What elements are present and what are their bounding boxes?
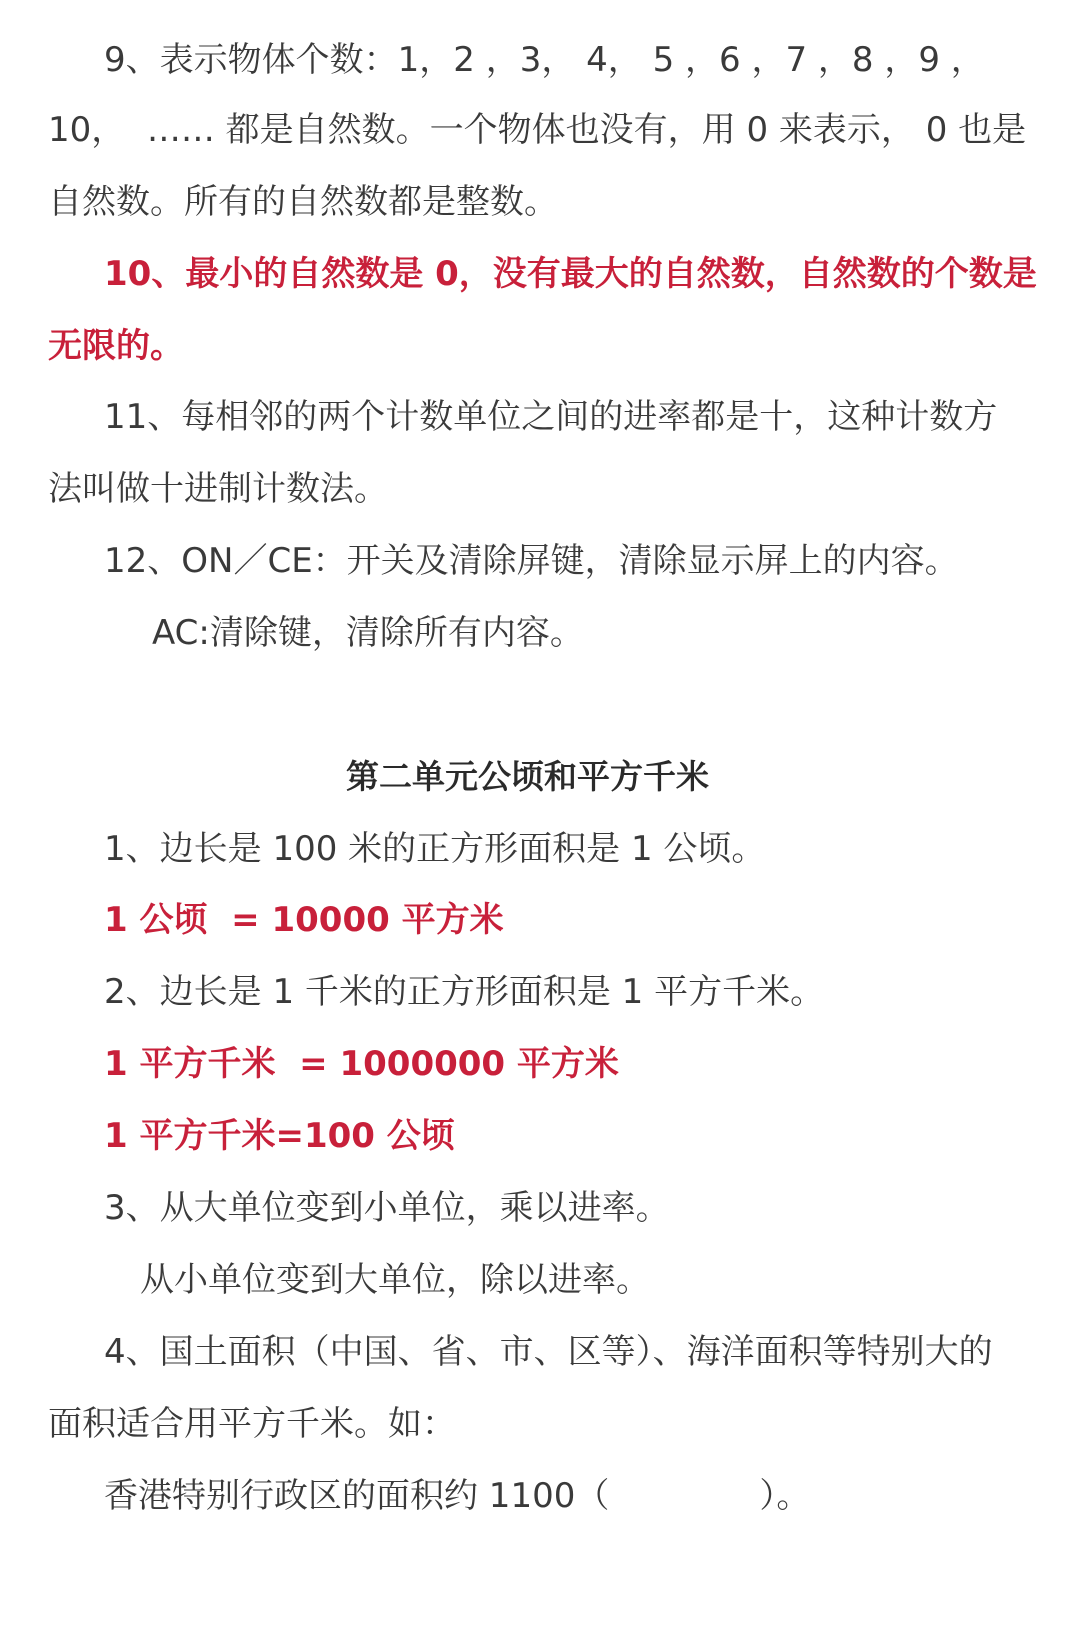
- item-11-line-2: 法叫做十进制计数法。: [48, 469, 388, 509]
- item-12-line-2: AC:清除键，清除所有内容。: [152, 613, 584, 653]
- item-9-line-3: 自然数。所有的自然数都是整数。: [48, 182, 558, 222]
- section-2-title: 第二单元公顷和平方千米: [346, 757, 709, 796]
- item-9-line-2: 10， …… 都是自然数。一个物体也没有，用 0 来表示， 0 也是: [48, 110, 1027, 150]
- item-12-line-1: 12、ON／CE：开关及清除屏键，清除显示屏上的内容。: [104, 541, 959, 581]
- item-9-line-1: 9、表示物体个数：1，2 ，3， 4， 5 ，6 ，7 ，8 ，9 ，: [104, 40, 985, 80]
- item-2-3-line-2: 从小单位变到大单位，除以进率。: [140, 1260, 650, 1300]
- formula-hectare: 1 公顷 = 10000 平方米: [104, 900, 504, 940]
- formula-square-km-hectare: 1 平方千米=100 公顷: [104, 1116, 455, 1156]
- item-2-3-line-1: 3、从大单位变到小单位，乘以进率。: [104, 1188, 670, 1228]
- item-10-line-1: 10、最小的自然数是 0，没有最大的自然数，自然数的个数是: [104, 254, 1037, 294]
- item-2-2: 2、边长是 1 千米的正方形面积是 1 平方千米。: [104, 972, 825, 1012]
- item-2-1: 1、边长是 100 米的正方形面积是 1 公顷。: [104, 829, 766, 869]
- formula-square-km: 1 平方千米 = 1000000 平方米: [104, 1044, 619, 1084]
- item-10-line-2: 无限的。: [48, 326, 184, 366]
- example-closing: ）。: [759, 1476, 811, 1516]
- item-2-4-line-1: 4、国土面积（中国、省、市、区等）、海洋面积等特别大的: [104, 1332, 993, 1372]
- item-2-4-line-2: 面积适合用平方千米。如：: [48, 1404, 456, 1444]
- item-2-4-example: [104, 1476, 810, 1516]
- item-11-line-1: 11、每相邻的两个计数单位之间的进率都是十，这种计数方: [104, 397, 998, 437]
- example-text: 香港特别行政区的面积约 1100（: [104, 1476, 610, 1516]
